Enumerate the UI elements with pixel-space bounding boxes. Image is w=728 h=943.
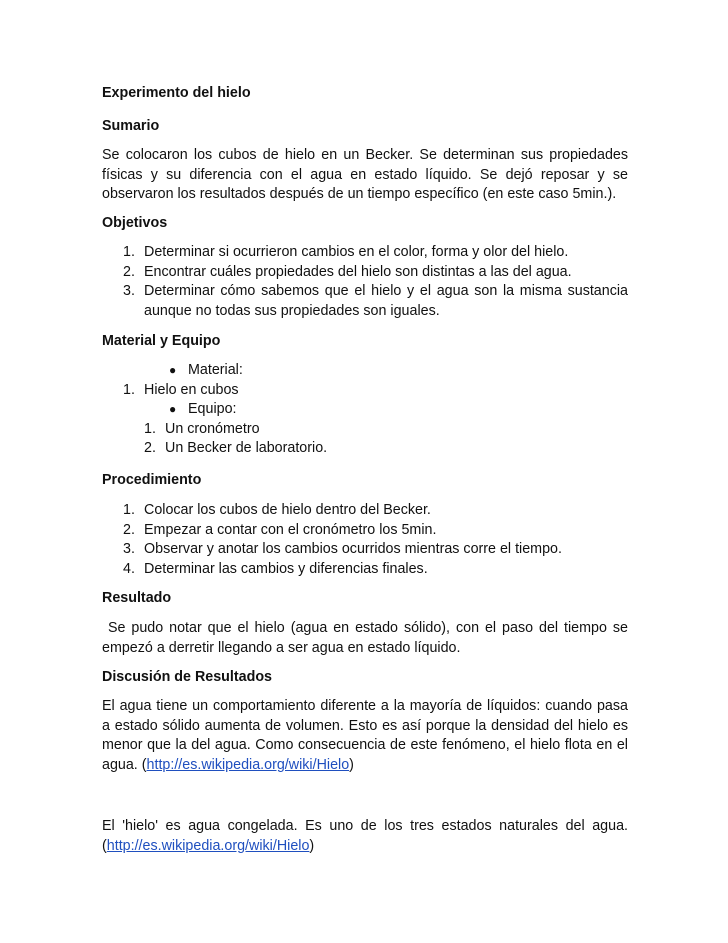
objetivos-heading: Objetivos bbox=[102, 215, 168, 231]
material-items bbox=[102, 381, 628, 401]
list-item: 1. Colocar los cubos de hielo dentro del Becker. bbox=[123, 502, 431, 518]
list-item: 4. Determinar las cambios y diferencias finales. bbox=[123, 560, 428, 577]
bullet-icon: ● bbox=[169, 402, 177, 416]
equipo-items bbox=[102, 420, 628, 459]
procedimiento-list bbox=[102, 501, 628, 579]
list-item: 1. Hielo en cubos bbox=[123, 381, 239, 398]
list-item: 2. Un Becker de laboratorio. bbox=[144, 440, 328, 456]
wikipedia-link[interactable]: http://es.wikipedia.org/wiki/Hielo bbox=[146, 756, 350, 773]
material-list bbox=[102, 361, 628, 459]
procedimiento-heading: Procedimiento bbox=[102, 472, 202, 488]
list-item: 2. Empezar a contar con el cronómetro los 5min. bbox=[123, 521, 437, 538]
objetivos-list bbox=[102, 243, 628, 321]
list-item: ● Material: bbox=[102, 361, 628, 381]
document-title: Experimento del hielo bbox=[102, 85, 251, 101]
list-item: ● Equipo: bbox=[102, 400, 628, 420]
resultado-text: Se pudo notar que el hielo (agua en estado sólido), con el paso del tiempo se empezó a derretir llegando a ser agua en estado líquido. bbox=[102, 620, 632, 656]
material-heading: Material y Equipo bbox=[102, 333, 221, 349]
discusion-heading: Discusión de Resultados bbox=[102, 669, 273, 685]
sumario-text: Se colocaron los cubos de hielo en un Becker. Se determinan sus propiedades físicas y su diferencia con el agua en estado líquido. Se dejó reposar y se observaron los resultados después de un tiempo específico (en este caso 5min.). bbox=[102, 147, 628, 202]
discusion-text: El agua tiene un comportamiento diferente a la mayoría de líquidos: cuando pasa a estado sólido aumenta de volumen. Esto es así porque la densidad del hielo es menor que la del agua. Como consecuencia de este fenómeno, el hielo flota en el agua. (http://es.wikipedia.org/wiki/Hielo) bbox=[102, 698, 628, 773]
resultado-heading: Resultado bbox=[102, 590, 172, 606]
list-item: 2. Encontrar cuáles propiedades del hielo son distintas a las del agua. bbox=[123, 263, 572, 280]
definicion-text: El 'hielo' es agua congelada. Es uno de los tres estados naturales del agua. (http://es.wikipedia.org/wiki/Hielo) bbox=[102, 818, 628, 854]
wikipedia-link[interactable]: http://es.wikipedia.org/wiki/Hielo bbox=[106, 837, 310, 854]
list-item: 1. Determinar si ocurrieron cambios en el color, forma y olor del hielo. bbox=[123, 244, 569, 260]
list-item: 3. Determinar cómo sabemos que el hielo y el agua son la misma sustancia aunque no todas sus propiedades son iguales. bbox=[123, 283, 628, 319]
list-item: 1. Un cronómetro bbox=[144, 420, 260, 437]
list-item: 3. Observar y anotar los cambios ocurridos mientras corre el tiempo. bbox=[123, 541, 562, 557]
bullet-icon: ● bbox=[169, 363, 177, 377]
sumario-heading: Sumario bbox=[102, 118, 160, 134]
